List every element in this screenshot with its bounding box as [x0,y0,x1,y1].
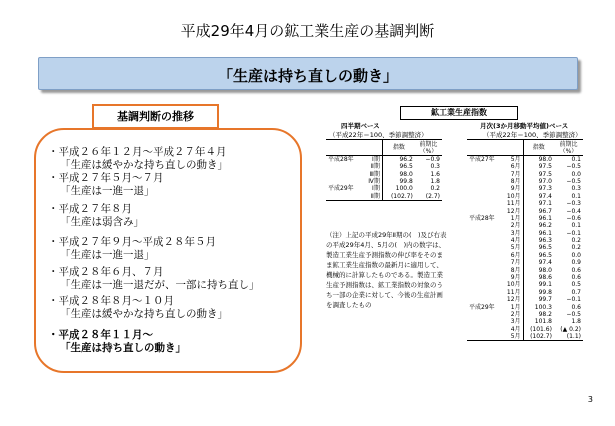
headline-text: 「生産は持ち直しの動き」 [217,67,398,85]
quarterly-header-change-label: 前期比 [419,140,438,148]
monthly-header-index: 指数 [523,140,554,156]
monthly-cell-index: 99.8 [523,289,554,296]
monthly-cell-month: 8月 [510,177,521,185]
quarterly-cell-year: 平成29年 [328,185,354,193]
trend-judgment: 「生産は持ち直しの動き」 [60,342,186,354]
monthly-cell-year [467,193,502,200]
monthly-cell-month: 5月 [510,244,521,252]
trend-judgment: 「生産は緩やかな持ち直しの動き」 [60,308,228,320]
monthly-caption: 月次(3か月移動平均値)ベース [480,122,569,130]
monthly-cell-change: 0.6 [571,274,581,282]
monthly-cell-month: 10月 [506,192,521,200]
monthly-cell-year [467,289,502,296]
monthly-cell-year [467,244,502,251]
quarterly-table [326,139,442,201]
quarterly-cell-index: 96.5 [382,163,415,170]
monthly-cell-month: 6月 [510,163,521,171]
monthly-row [467,244,583,251]
quarterly-cell-index: 100.0 [382,185,415,192]
quarterly-header-blank [326,140,382,156]
monthly-cell-change: (1.1) [554,333,583,341]
monthly-row [467,318,583,325]
monthly-cell-month: 8月 [510,266,521,274]
monthly-cell-year [467,207,502,214]
trend-period: ・平成２７年９月～平成２８年５月 [48,236,216,248]
monthly-cell-year [467,281,502,288]
monthly-cell-month: 1月 [510,214,521,222]
monthly-cell-year: 平成29年 [469,303,495,311]
monthly-cell-year: 平成27年 [469,156,495,163]
monthly-cell-index: 97.1 [523,200,554,207]
monthly-cell-year [467,274,502,281]
quarterly-cell-period: Ⅱ期 [363,193,383,201]
trend-label: 基調判断の推移 [92,104,219,129]
monthly-cell-index: 98.0 [523,156,554,164]
monthly-cell-change: 0.0 [571,170,581,178]
monthly-header-change [554,140,583,156]
monthly-cell-month: 3月 [510,318,521,326]
monthly-row [467,230,583,237]
monthly-cell-index: 96.2 [523,222,554,229]
trend-item [48,203,144,229]
quarterly-cell-year [326,163,363,170]
trend-item [48,266,260,292]
monthly-cell-change: −0.1 [566,229,581,237]
trend-period: ・平成２７年８月 [48,203,132,215]
monthly-header-unit: （%） [559,147,578,155]
monthly-cell-change: 0.1 [571,222,581,230]
quarterly-cell-change: 0.3 [430,163,440,171]
quarterly-row [326,185,442,192]
monthly-cell-change: 0.6 [571,266,581,274]
monthly-cell-index: 97.4 [523,259,554,266]
monthly-cell-year [467,178,502,185]
monthly-cell-change: 0.7 [571,288,581,296]
monthly-cell-change: −0.6 [566,214,581,222]
page-title: 平成29年4月の鉱工業生産の基調判断 [180,22,435,40]
monthly-cell-month: 11月 [506,288,521,296]
trend-judgment: 「生産は一進一退だが、一部に持ち直し」 [60,279,260,291]
quarterly-header-unit: （%） [419,147,438,155]
quarterly-cell-period: Ⅳ期 [368,177,380,185]
monthly-row [467,207,583,214]
quarterly-cell-index: (102.7) [382,193,415,201]
trend-period: ・平成２６年１２月～平成２７年４月 [48,146,227,158]
monthly-row [467,178,583,185]
trend-item [48,295,228,321]
quarterly-cell-change: 0.2 [430,185,440,193]
monthly-cell-year [467,259,502,266]
monthly-cell-change: −0.3 [566,200,581,208]
monthly-cell-month: 5月 [510,156,521,163]
monthly-cell-month: 9月 [510,274,521,282]
quarterly-cell-change: 1.6 [430,170,440,178]
monthly-row [467,311,583,318]
monthly-cell-index: 98.6 [523,274,554,281]
monthly-cell-index: 99.7 [523,296,554,303]
quarterly-cell-change: 1.8 [430,177,440,185]
monthly-cell-index: 97.4 [523,193,554,200]
monthly-row [467,252,583,259]
monthly-cell-year [467,237,502,244]
monthly-row [467,326,583,333]
monthly-cell-month: 4月 [510,325,521,333]
index-note: （注）上記の平成29年Ⅱ期の( )及び右表の平成29年4月、5月の( )内の数字は、製造工業生産予測指数の伸び率をそのまま鉱工業生産指数の最新月に適用して、機械的に計算したものである。製造工業生産予測指数は、鉱工業指数の対象のうち一部の企業に対して、今後の生産計画を調査したもの [326,231,447,309]
monthly-cell-month: 10月 [506,281,521,289]
quarterly-cell-change: −0.9 [425,156,440,163]
monthly-cell-change: 1.8 [571,318,581,326]
monthly-cell-month: 4月 [510,237,521,245]
quarterly-cell-period: Ⅰ期 [372,185,380,193]
index-table-title: 鉱工業生産指数 [400,106,518,120]
monthly-cell-change: −0.5 [566,311,581,318]
monthly-cell-change: 0.3 [571,185,581,193]
monthly-cell-index: 97.5 [523,170,554,177]
monthly-cell-year [467,326,502,333]
monthly-cell-index: 101.8 [523,318,554,325]
monthly-cell-month: 7月 [510,170,521,178]
monthly-cell-change: (▲ 0.2) [560,325,581,333]
quarterly-row [326,170,442,177]
monthly-row [467,237,583,244]
monthly-cell-change: −0.5 [566,163,581,171]
monthly-cell-month: 12月 [506,207,521,215]
monthly-row [467,281,583,288]
monthly-cell-month: 2月 [510,311,521,318]
page-number: 3 [587,395,593,404]
monthly-header-change-label: 前期比 [559,140,578,148]
monthly-row [467,156,583,164]
monthly-cell-change: 0.1 [571,192,581,200]
quarterly-cell-index: 98.0 [382,170,415,177]
quarterly-cell-index: 96.2 [382,156,415,164]
monthly-cell-index: 98.2 [523,311,554,318]
quarterly-base: （平成22年＝100、季節調整済） [329,131,428,139]
monthly-cell-index: 96.1 [523,230,554,237]
monthly-cell-change: 0.1 [571,156,581,163]
trend-judgment: 「生産は一進一退」 [60,185,155,197]
trend-judgment: 「生産は緩やかな持ち直しの動き」 [60,159,228,171]
quarterly-cell-period: Ⅰ期 [372,156,380,163]
monthly-cell-month: 6月 [510,251,521,259]
monthly-cell-change: −0.1 [566,296,581,304]
monthly-row [467,296,583,303]
monthly-cell-index: 97.5 [523,163,554,170]
monthly-row [467,215,583,222]
trend-item [48,329,186,355]
monthly-table [467,139,583,341]
quarterly-cell-index: 99.8 [382,178,415,185]
monthly-cell-change: 0.0 [571,251,581,259]
monthly-cell-year [467,252,502,259]
quarterly-cell-year [326,193,363,201]
monthly-cell-month: 12月 [506,296,521,304]
monthly-cell-year [467,222,502,229]
monthly-cell-index: 96.7 [523,207,554,214]
monthly-row [467,266,583,273]
monthly-cell-index: (102.7) [523,333,554,341]
monthly-cell-month: 9月 [510,185,521,193]
trend-judgment: 「生産は一進一退」 [60,249,155,261]
monthly-cell-month: 11月 [506,200,521,208]
monthly-row [467,163,583,170]
monthly-row [467,274,583,281]
monthly-cell-month: 7月 [510,259,521,267]
quarterly-cell-period: Ⅱ期 [370,163,380,171]
headline-banner [38,57,578,90]
monthly-row [467,333,583,341]
trend-period: ・平成２８年８月～１０月 [48,295,174,307]
monthly-row [467,222,583,229]
monthly-cell-year [467,230,502,237]
quarterly-cell-year: 平成28年 [328,156,354,163]
monthly-cell-year [467,318,502,325]
monthly-cell-month: 3月 [510,229,521,237]
trend-item [48,146,228,172]
monthly-cell-index: (101.6) [523,326,554,333]
monthly-cell-change: −0.4 [566,207,581,215]
monthly-cell-index: 96.5 [523,244,554,251]
quarterly-header-change [415,140,442,156]
monthly-row [467,303,583,310]
monthly-cell-change: 0.9 [571,259,581,267]
monthly-cell-year [467,296,502,303]
quarterly-row [326,193,442,201]
quarterly-row [326,156,442,164]
monthly-cell-index: 97.3 [523,185,554,192]
trend-item [48,236,216,262]
monthly-cell-year [467,200,502,207]
monthly-cell-index: 96.1 [523,215,554,222]
trend-period: ・平成２８年６月、７月 [48,266,164,278]
monthly-cell-change: 0.2 [571,244,581,252]
monthly-cell-change: 0.6 [571,303,581,311]
monthly-row [467,200,583,207]
quarterly-row [326,163,442,170]
monthly-base: （平成22年＝100、季節調整済） [483,131,582,139]
monthly-cell-month: 1月 [510,303,521,311]
monthly-row [467,289,583,296]
monthly-header-blank [467,140,523,156]
quarterly-cell-change: (2.7) [415,193,442,201]
monthly-row [467,185,583,192]
quarterly-cell-year [326,170,363,177]
monthly-cell-year [467,170,502,177]
quarterly-header-index: 指数 [382,140,415,156]
trend-period: ・平成２７年５月～７月 [48,172,164,184]
quarterly-caption: 四半期ベース [341,122,380,130]
monthly-cell-index: 97.0 [523,178,554,185]
monthly-cell-index: 96.3 [523,237,554,244]
monthly-row [467,259,583,266]
monthly-cell-change: 0.5 [571,281,581,289]
monthly-cell-index: 96.5 [523,252,554,259]
monthly-cell-year [467,185,502,192]
trend-period: ・平成２８年１１月～ [48,329,153,341]
monthly-cell-index: 99.1 [523,281,554,288]
monthly-row [467,170,583,177]
trend-item [48,172,164,198]
quarterly-cell-period: Ⅲ期 [369,170,380,178]
monthly-cell-year [467,266,502,273]
monthly-cell-index: 100.3 [523,303,554,310]
monthly-cell-month: 5月 [502,333,523,341]
monthly-cell-year [467,163,502,170]
monthly-cell-change: 0.2 [571,237,581,245]
monthly-row [467,193,583,200]
monthly-cell-change: −0.5 [566,177,581,185]
monthly-cell-year [467,333,502,341]
trend-judgment: 「生産は弱含み」 [60,216,144,228]
monthly-cell-index: 98.0 [523,266,554,273]
monthly-cell-year [467,311,502,318]
monthly-cell-year: 平成28年 [469,214,495,222]
monthly-cell-month: 2月 [510,222,521,230]
